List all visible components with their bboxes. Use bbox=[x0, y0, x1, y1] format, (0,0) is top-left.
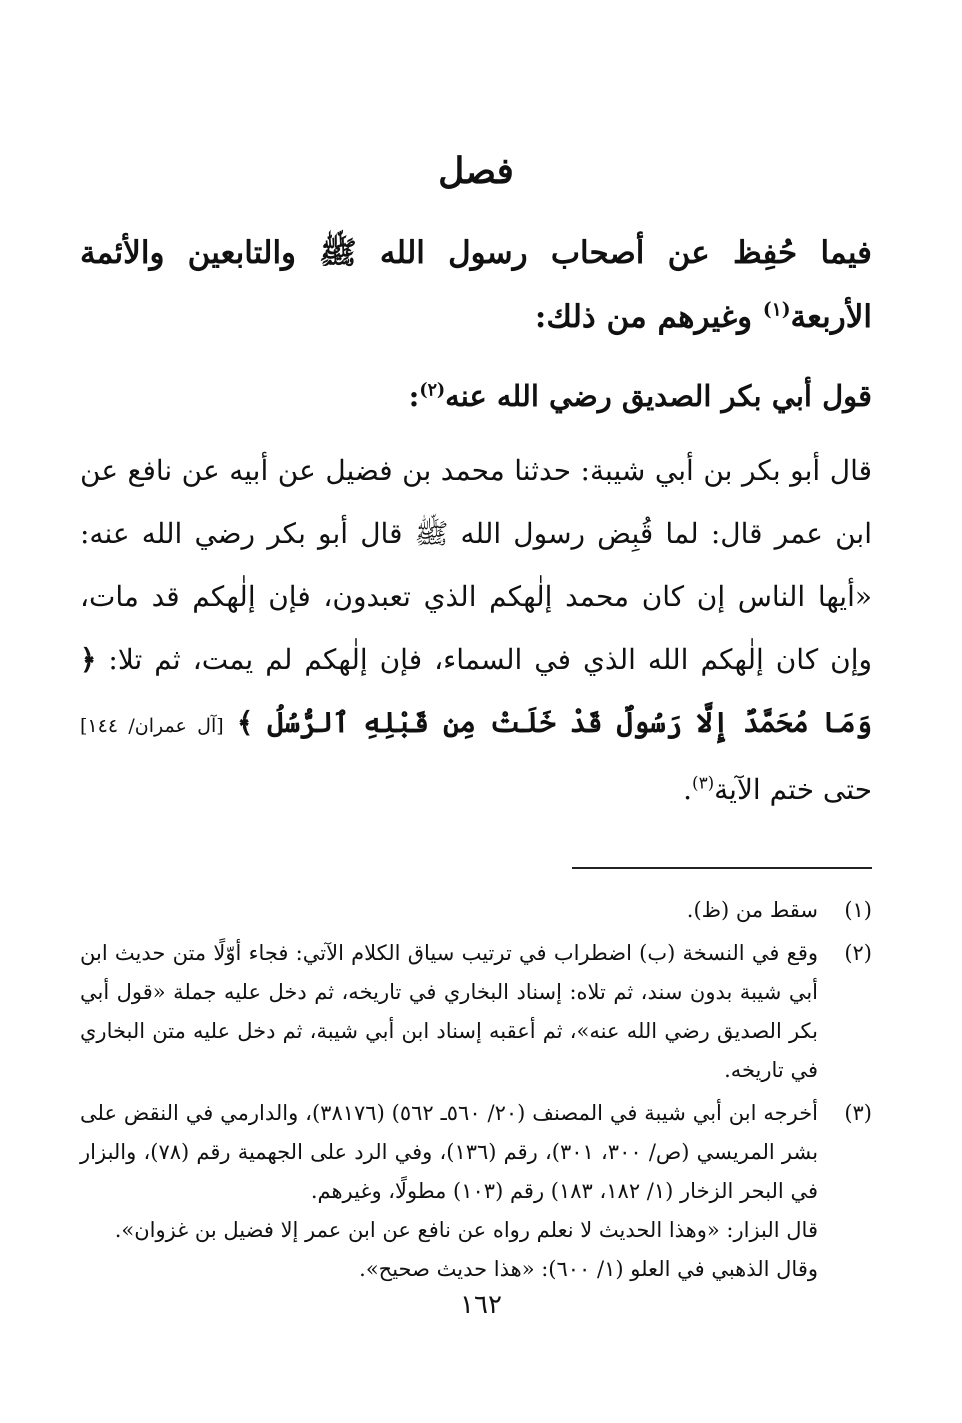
hadith-tail: حتى ختم الآية bbox=[714, 773, 872, 807]
footnote-ref-2[interactable]: (٢) bbox=[419, 380, 446, 401]
footnote-number: (٢) bbox=[844, 941, 872, 966]
section-title-text: قول أبي بكر الصديق رضي الله عنه bbox=[445, 379, 872, 414]
footnote-text: أخرجه ابن أبي شيبة في المصنف (٢٠/ ٥٦٠ـ ٥٦٢) (٣٨١٧٦)، والدارمي في النقض على بشر المريسي (ص/ ٣٠٠، ٣٠١)، رقم (١٣٦)، وفي الرد على الجهمية رقم (٧٨)، والبزار في البحر الزخار (١/ ١٨٢، ١٨٣) رقم (١٠٣) مطولًا، وغيرهم. bbox=[80, 1101, 819, 1204]
footnote-text: سقط من (ظ). bbox=[686, 898, 818, 923]
section-title-after: : bbox=[408, 379, 420, 414]
footnote-item bbox=[80, 934, 872, 1090]
footnote-item bbox=[80, 891, 872, 930]
footnote-ref-3[interactable]: (٣) bbox=[692, 772, 715, 793]
hadith-end: . bbox=[683, 773, 693, 807]
chapter-subheading bbox=[80, 221, 872, 349]
subheading-after: وغيرهم من ذلك: bbox=[534, 299, 763, 336]
chapter-heading: فصل bbox=[438, 150, 514, 192]
footnote-ref-1[interactable]: (١) bbox=[762, 299, 791, 321]
footnote-text: وقع في النسخة (ب) اضطراب في ترتيب سياق الكلام الآتي: فجاء أوّلًا متن حديث ابن أبي شيبة بدون سند، ثم تلاه: إسناد البخاري في تاريخه، ثم دخل عليه جملة «قول أبي بكر الصديق رضي الله عنه»، ثم أعقبه إسناد ابن أبي شيبة، ثم دخل عليه متن البخاري في تاريخه. bbox=[80, 941, 818, 1083]
subheading-text: فيما حُفِظ عن أصحاب رسول الله ﷺ والتابعين والأئمة الأربعة bbox=[80, 235, 872, 336]
section-title bbox=[80, 371, 872, 421]
footnote-extra-line: قال البزار: «وهذا الحديث لا نعلم رواه عن نافع عن ابن عمر إلا فضيل بن غزوان». bbox=[114, 1218, 818, 1243]
footnote-item bbox=[80, 1094, 872, 1289]
footnote-extra-line: وقال الذهبي في العلو (١/ ٦٠٠): «هذا حديث صحيح». bbox=[359, 1257, 818, 1282]
footnote-number: (١) bbox=[844, 898, 872, 923]
footnote-number: (٣) bbox=[844, 1101, 872, 1126]
quran-verse: ﴿ وَمَا مُحَمَّدٌ إِلَّا رَسُولٌ قَدْ خَلَتْ مِن قَبْلِهِ ٱلرُّسُلُ ﴾ bbox=[80, 643, 873, 740]
hadith-paragraph bbox=[80, 439, 872, 821]
page-number: ١٦٢ bbox=[460, 1290, 502, 1320]
footnote-divider bbox=[572, 867, 872, 869]
verse-citation: [آل عمران/ ١٤٤] bbox=[80, 715, 224, 738]
footnotes bbox=[80, 891, 872, 1289]
footnote-body bbox=[80, 1094, 818, 1289]
hadith-text: قال أبو بكر بن أبي شيبة: حدثنا محمد بن فضيل عن أبيه عن نافع عن ابن عمر قال: لما قُبِض رسول الله ﷺ قال أبو بكر رضي الله عنه: «أيها الناس إن كان محمد إلٰهكم الذي تعبدون، فإن إلٰهكم قد مات، وإن كان إلٰهكم الله الذي في السماء، فإن إلٰهكم لم يمت، ثم تلا: bbox=[80, 454, 872, 677]
